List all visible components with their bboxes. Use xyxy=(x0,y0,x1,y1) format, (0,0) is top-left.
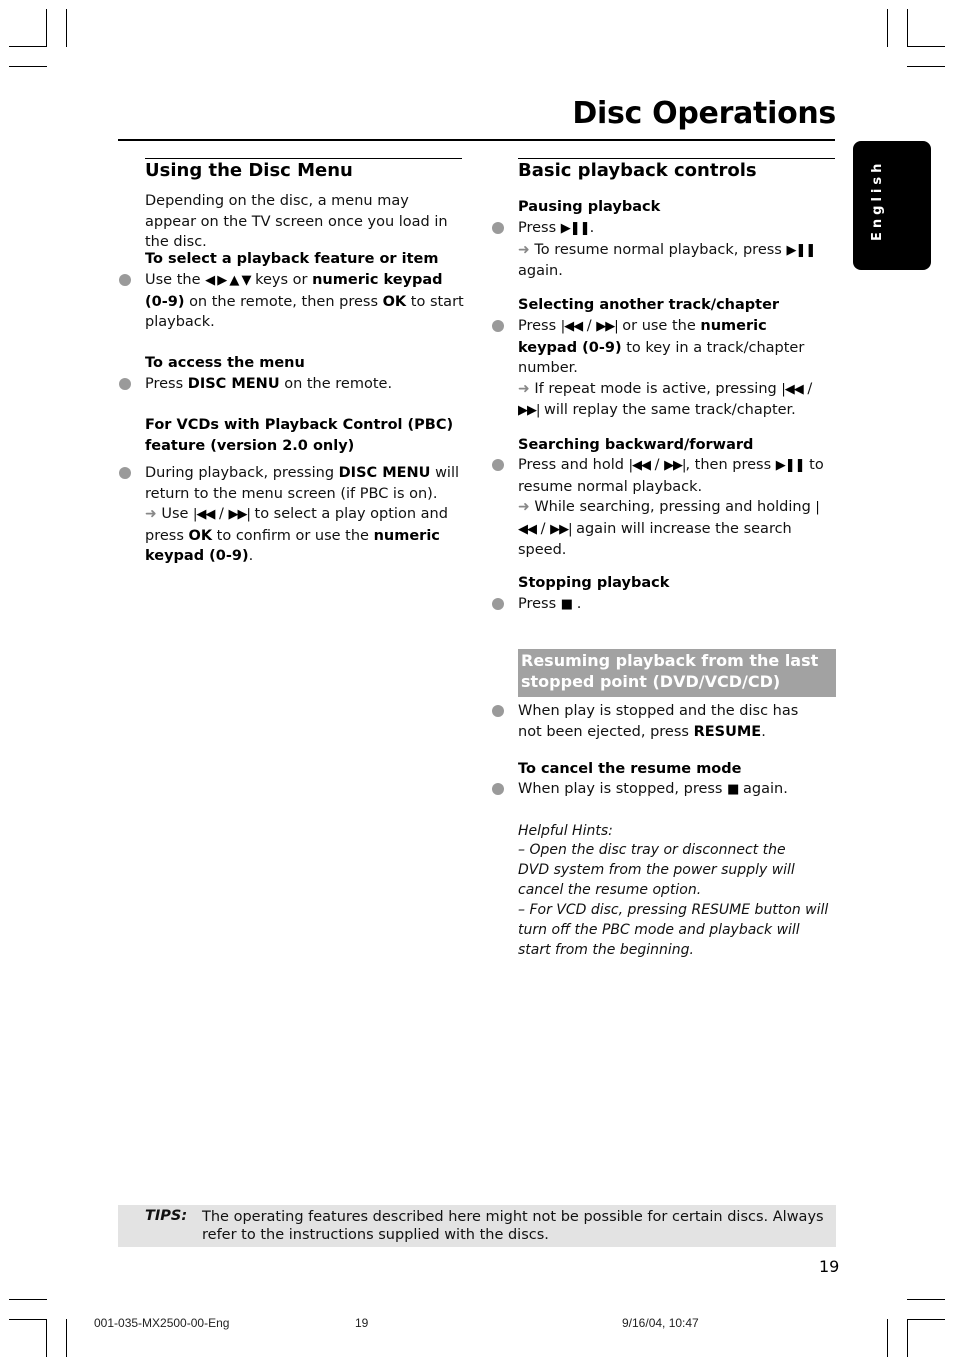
crop-mark xyxy=(46,9,47,47)
stop-icon: ■ xyxy=(560,597,573,612)
previous-icon: |◀◀ xyxy=(781,381,803,397)
subheading-selecting: Selecting another track/chapter xyxy=(518,297,780,313)
crop-mark xyxy=(9,46,47,47)
resume-section-heading xyxy=(518,649,836,697)
bullet xyxy=(492,320,504,332)
intro-text: Depending on the disc, a menu may appear on the TV screen once you load in the disc. xyxy=(145,193,448,251)
next-icon: ▶▶| xyxy=(664,458,686,473)
crop-mark xyxy=(907,1319,908,1357)
bullet xyxy=(492,222,504,234)
play-pause-icon: ▶❚❚ xyxy=(786,242,816,258)
tips-label: TIPS: xyxy=(145,1208,188,1224)
vcd-pbc-text: During playback, pressing DISC MENU will return to the menu screen (if PBC is on). ➜ Use |◀◀ / ▶▶| to select a play option and press OK to confirm or use the numeric keypad (0-9). xyxy=(145,465,460,565)
subheading-pausing: Pausing playback xyxy=(518,199,661,215)
crop-mark xyxy=(907,9,908,47)
next-icon: ▶▶| xyxy=(550,521,572,537)
crop-mark xyxy=(9,1299,47,1300)
stopping-text: Press ■ . xyxy=(518,596,582,612)
bullet xyxy=(119,274,131,286)
page-number: 19 xyxy=(819,1257,840,1276)
crop-mark xyxy=(66,9,67,47)
pausing-text: Press ▶❚❚. ➜ To resume normal playback, press ▶❚❚ again. xyxy=(518,220,816,280)
section-rule xyxy=(145,158,462,159)
arrow-right-icon: ➜ xyxy=(518,241,530,258)
crop-mark xyxy=(66,1319,67,1357)
next-icon: ▶▶| xyxy=(228,507,250,523)
subheading-searching: Searching backward/forward xyxy=(518,437,754,453)
next-icon: ▶▶| xyxy=(596,319,618,334)
bullet xyxy=(119,467,131,479)
bullet xyxy=(492,598,504,610)
cancel-resume-text: When play is stopped, press ■ again. xyxy=(518,781,788,797)
subheading-access-menu: To access the menu xyxy=(145,355,305,371)
crop-mark xyxy=(887,1319,888,1357)
language-tab-label: English xyxy=(870,159,885,241)
crop-mark xyxy=(46,1319,47,1357)
section-heading-playback-controls: Basic playback controls xyxy=(518,160,757,181)
resume-text: When play is stopped and the disc has not been ejected, press RESUME. xyxy=(518,703,799,740)
arrow-right-icon: ➜ xyxy=(518,380,530,397)
previous-icon: |◀◀ xyxy=(560,319,583,334)
stop-icon: ■ xyxy=(727,782,739,797)
footer-timestamp: 9/16/04, 10:47 xyxy=(622,1316,699,1330)
arrow-right-icon: ➜ xyxy=(518,499,530,516)
subheading-stopping: Stopping playback xyxy=(518,575,670,591)
subheading-vcd-pbc: For VCDs with Playback Control (PBC) feature (version 2.0 only) xyxy=(145,417,454,454)
arrow-right-icon: ➜ xyxy=(145,506,157,523)
crop-mark xyxy=(9,66,47,67)
helpful-hints-title: Helpful Hints: xyxy=(518,823,613,839)
play-pause-icon: ▶❚❚ xyxy=(775,458,805,473)
crop-mark xyxy=(9,1319,47,1320)
selecting-text: Press |◀◀ / ▶▶| or use the numeric keypad (0-9) to key in a track/chapter number. ➜ If repeat mode is active, pressing |◀◀ / ▶▶| will replay the same track/chapter. xyxy=(518,318,813,419)
footer-file-id: 001-035-MX2500-00-Eng xyxy=(94,1316,230,1330)
subheading-cancel-resume: To cancel the resume mode xyxy=(518,761,742,777)
tips-text: The operating features described here might not be possible for certain discs. Always refer to the instructions supplied with the discs. xyxy=(202,1209,824,1243)
searching-text: Press and hold |◀◀ / ▶▶|, then press ▶❚❚ to resume normal playback. ➜ While searching, pressing and holding |◀◀ / ▶▶| again will increase the search speed. xyxy=(518,457,824,559)
helpful-hint-1: – Open the disc tray or disconnect the DVD system from the power supply will cancel the resume option. xyxy=(518,842,795,898)
subheading-select-feature: To select a playback feature or item xyxy=(145,251,439,267)
section-heading-disc-menu: Using the Disc Menu xyxy=(145,160,353,181)
language-tab xyxy=(853,141,931,270)
next-icon: ▶▶| xyxy=(518,403,540,419)
bullet xyxy=(492,459,504,471)
title-rule xyxy=(118,139,835,141)
previous-icon: |◀◀ xyxy=(628,458,650,473)
crop-mark xyxy=(907,66,945,67)
tips-box xyxy=(118,1205,836,1247)
bullet xyxy=(492,783,504,795)
arrow-keys-icon: ◀ ▶ ▲ ▼ xyxy=(205,273,251,288)
resume-section-title: Resuming playback from the last stopped point (DVD/VCD/CD) xyxy=(521,651,819,691)
bullet xyxy=(492,705,504,717)
previous-icon: |◀◀ xyxy=(193,507,215,523)
section-rule xyxy=(518,158,835,159)
select-feature-text: Use the ◀ ▶ ▲ ▼ keys or numeric keypad (0-9) on the remote, then press OK to start playback. xyxy=(145,272,464,331)
crop-mark xyxy=(907,46,945,47)
page-title: Disc Operations xyxy=(572,96,836,131)
footer-page: 19 xyxy=(355,1316,369,1330)
crop-mark xyxy=(907,1319,945,1320)
bullet xyxy=(119,378,131,390)
access-menu-text: Press DISC MENU on the remote. xyxy=(145,376,393,392)
helpful-hint-2: – For VCD disc, pressing RESUME button will turn off the PBC mode and playback will start from the beginning. xyxy=(518,902,829,958)
crop-mark xyxy=(887,9,888,47)
previous-icon: |◀◀ xyxy=(518,500,819,537)
crop-mark xyxy=(907,1299,945,1300)
play-pause-icon: ▶❚❚ xyxy=(560,221,590,236)
